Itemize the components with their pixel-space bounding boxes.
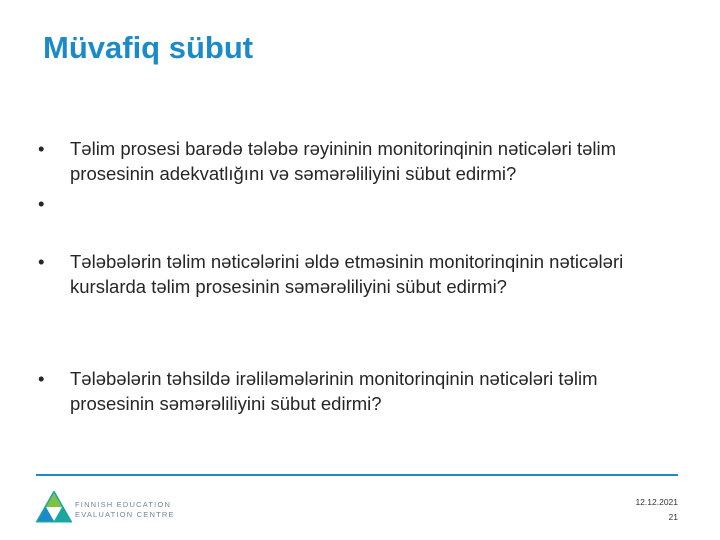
- bullet-text: Tələbələrin təhsildə irəliləmələrinin monitorinqinin nəticələri təlim prosesinin səmərəliliyini sübut edirmi?: [70, 368, 598, 414]
- bullet-item: [38, 249, 678, 299]
- footer-date: 12.12.2021: [635, 497, 678, 507]
- slide-title: Müvafiq sübut: [43, 30, 254, 65]
- bullet-marker: •: [38, 138, 45, 159]
- bullet-item: [38, 366, 678, 416]
- logo-text: [75, 500, 175, 520]
- bullet-item: [38, 136, 678, 186]
- page-number: 21: [668, 512, 678, 522]
- karvi-logo-icon: [36, 491, 72, 527]
- footer-divider: [36, 474, 678, 476]
- bullet-text: Təlim prosesi barədə tələbə rəyininin monitorinqinin nəticələri təlim prosesinin adekvatlığını və səmərəliliyini sübut edirmi?: [70, 138, 617, 184]
- logo-line-1: FINNISH EDUCATION: [75, 500, 172, 509]
- logo-line-2: EVALUATION CENTRE: [75, 510, 175, 519]
- bullet-marker: •: [38, 193, 45, 214]
- bullet-marker: •: [38, 368, 45, 389]
- bullet-marker: •: [38, 251, 45, 272]
- bullet-text: Tələbələrin təlim nəticələrini əldə etməsinin monitorinqinin nəticələri kurslarda təlim prosesinin səmərəliliyini sübut edirmi?: [70, 251, 624, 297]
